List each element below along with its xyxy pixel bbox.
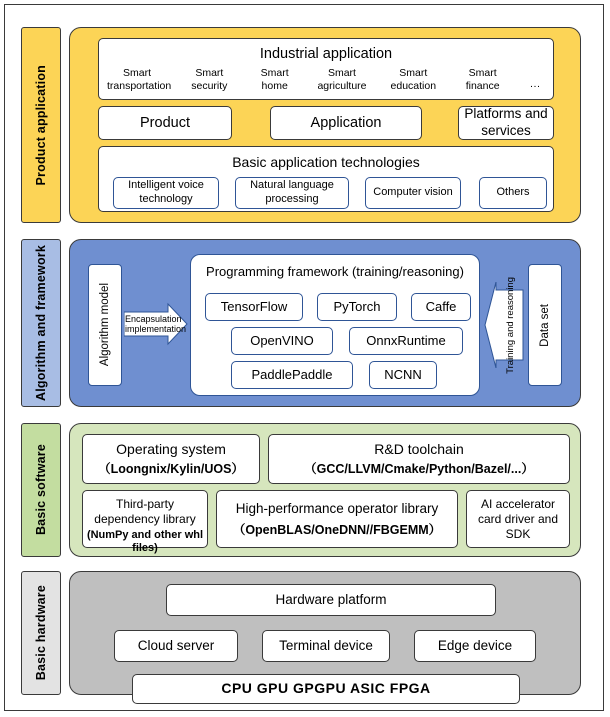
- hardware-terminal-device: Terminal device: [262, 630, 390, 662]
- encapsulation-label: Encapsulation implementation: [125, 313, 187, 334]
- hardware-edge-device: Edge device: [414, 630, 536, 662]
- industrial-item-smart-education: Smart education: [390, 67, 437, 92]
- layer-label-product-application-text: Product application: [34, 64, 48, 186]
- software-operating-system-title: Operating system: [116, 441, 226, 457]
- training-and-reasoning-label: Training and reasoning: [504, 276, 516, 374]
- layer-algorithm-and-framework: [69, 239, 581, 407]
- basic-tech-computer-vision: Computer vision: [365, 177, 461, 209]
- basic-tech-natural-language-processing: Natural language processing: [235, 177, 349, 209]
- industrial-item-smart-finance: Smart finance: [465, 67, 500, 92]
- programming-framework-title: Programming framework (training/reasoning): [206, 264, 464, 279]
- software-high-performance-operator-library-title: High-performance operator library: [235, 501, 439, 516]
- framework-pytorch: PyTorch: [317, 293, 397, 321]
- framework-openvino: OpenVINO: [231, 327, 333, 355]
- framework-paddlepaddle: PaddlePaddle: [231, 361, 353, 389]
- industrial-item-smart-security: Smart security: [191, 67, 228, 92]
- layer-basic-hardware: [69, 571, 581, 695]
- hardware-platform: Hardware platform: [166, 584, 496, 616]
- encapsulation-implementation-arrow: [124, 302, 188, 346]
- layer-basic-software: [69, 423, 581, 557]
- layer-label-product-application: [21, 27, 61, 223]
- software-high-performance-operator-library: [216, 490, 458, 548]
- layer-label-algorithm-and-framework: [21, 239, 61, 407]
- basic-application-technologies-title: Basic application technologies: [232, 154, 420, 170]
- industrial-item-smart-transportation: Smart transportation: [107, 67, 172, 92]
- software-operating-system-sub: （Loongnix/Kylin/UOS）: [98, 461, 244, 476]
- diagram-frame: [4, 4, 604, 711]
- industrial-application-title: Industrial application: [259, 46, 393, 62]
- layer-label-basic-software-text: Basic software: [34, 444, 48, 536]
- software-third-party-dependency-library-sub: (NumPy and other whl files): [86, 529, 204, 555]
- software-high-performance-operator-library-sub: （OpenBLAS/OneDNN//FBGEMM）: [232, 522, 442, 537]
- layer-label-algorithm-and-framework-text: Algorithm and framework: [34, 244, 48, 401]
- software-ai-accelerator-card-driver-sdk: AI accelerator card driver and SDK: [466, 490, 570, 548]
- training-and-reasoning-arrow: [484, 276, 524, 374]
- industrial-item-smart-agriculture: Smart agriculture: [317, 67, 367, 92]
- algorithm-model-box: Algorithm model: [88, 264, 122, 386]
- software-rd-toolchain-sub: （GCC/LLVM/Cmake/Python/Bazel/...）: [304, 461, 534, 476]
- software-operating-system: [82, 434, 260, 484]
- basic-tech-others: Others: [479, 177, 547, 209]
- framework-onnxruntime: OnnxRuntime: [349, 327, 463, 355]
- framework-ncnn: NCNN: [369, 361, 437, 389]
- framework-tensorflow: TensorFlow: [205, 293, 303, 321]
- hardware-chips: CPU GPU GPGPU ASIC FPGA: [132, 674, 520, 704]
- industrial-item-smart-home: Smart home: [260, 67, 289, 92]
- software-rd-toolchain: [268, 434, 570, 484]
- programming-framework-card: [190, 254, 480, 396]
- hardware-cloud-server: Cloud server: [114, 630, 238, 662]
- layer-product-application: [69, 27, 581, 223]
- layer-label-basic-software: [21, 423, 61, 557]
- industrial-item-more: ···: [529, 79, 541, 92]
- row-platforms-and-services: Platforms and services: [458, 106, 554, 140]
- layer-label-basic-hardware-text: Basic hardware: [34, 585, 48, 681]
- data-set-box: Data set: [528, 264, 562, 386]
- layer-label-basic-hardware: [21, 571, 61, 695]
- industrial-application-card: [98, 38, 554, 100]
- software-rd-toolchain-title: R&D toolchain: [374, 441, 464, 457]
- basic-tech-intelligent-voice-technology: Intelligent voice technology: [113, 177, 219, 209]
- framework-caffe: Caffe: [411, 293, 471, 321]
- basic-application-technologies-card: [98, 146, 554, 212]
- row-application: Application: [270, 106, 422, 140]
- row-product: Product: [98, 106, 232, 140]
- software-third-party-dependency-library: [82, 490, 208, 555]
- software-third-party-dependency-library-title: Third-party dependency library: [94, 497, 196, 526]
